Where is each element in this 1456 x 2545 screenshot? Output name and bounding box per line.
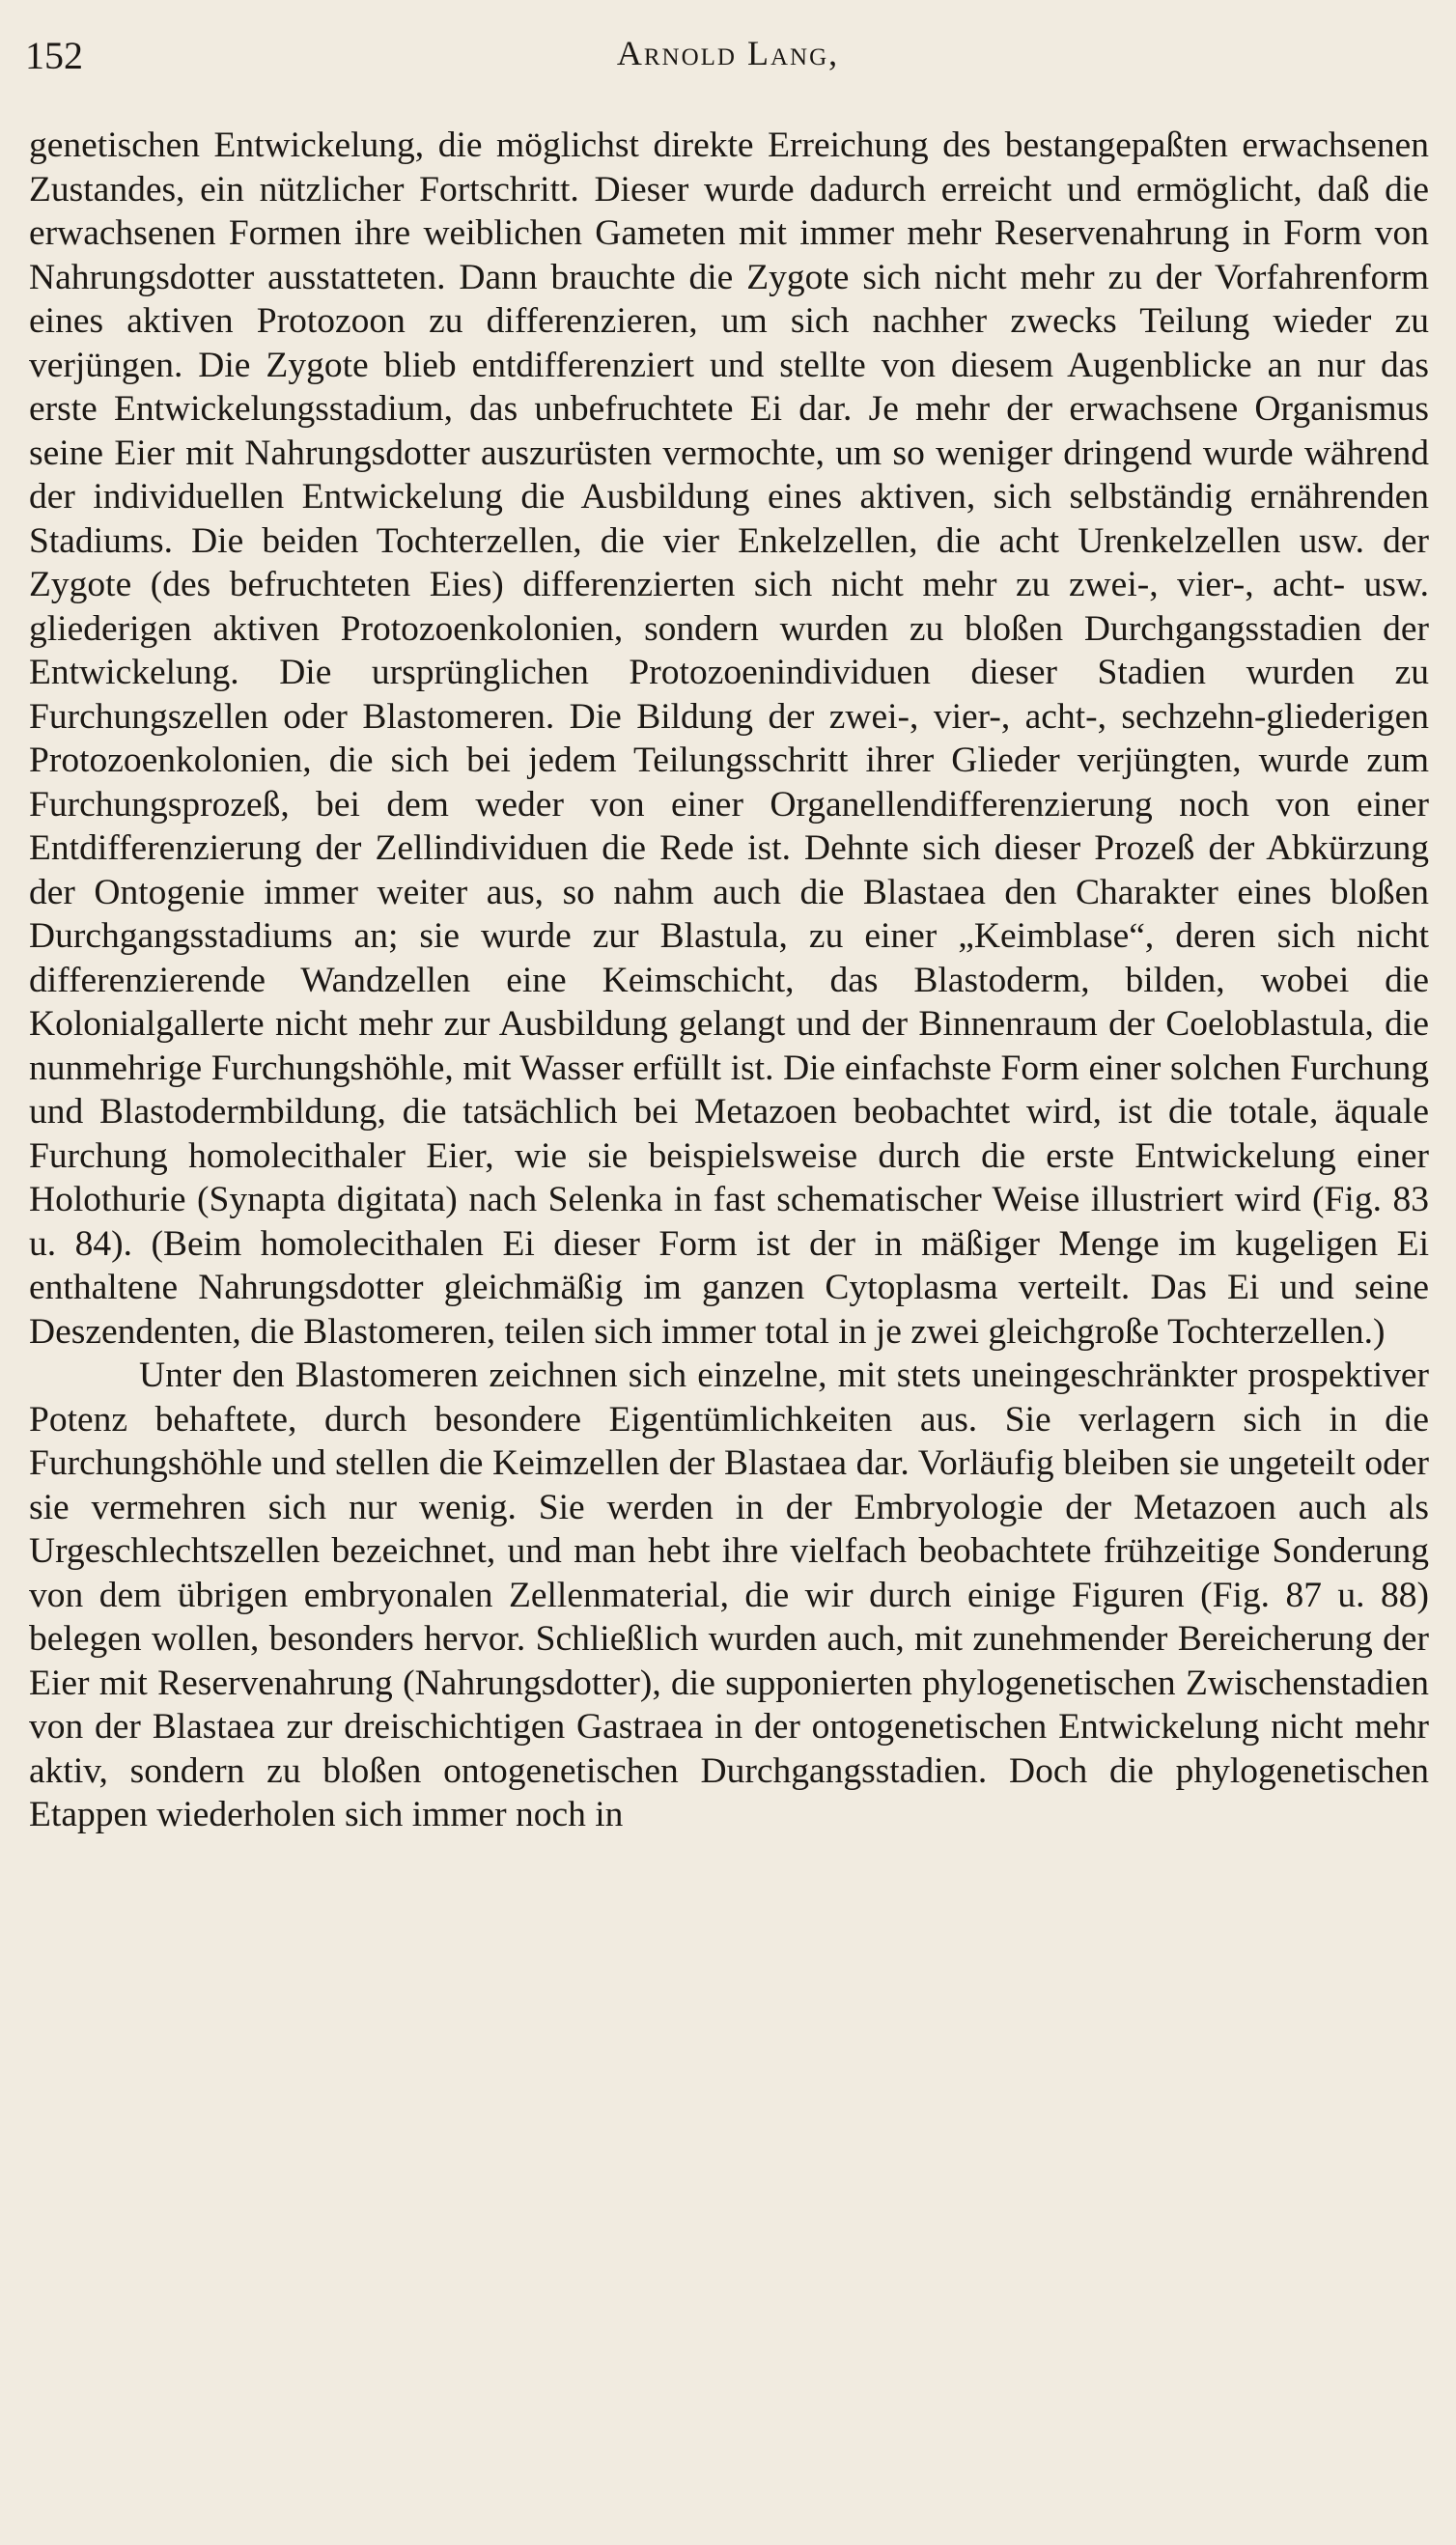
paragraph: genetischen Entwickelung, die möglichst direkte Erreichung des bestangepaßten erwachsenen Zustandes, ein nützlicher Fortschritt. Dieser wurde dadurch erreicht und ermöglicht, daß die erwachsenen Formen ihre weiblichen Gameten mit immer mehr Reservenahrung in Form von Nahrungsdotter ausstatteten. Dann brauchte die Zygote sich nicht mehr zu der Vorfahrenform eines aktiven Protozoon zu differenzieren, um sich nachher zwecks Teilung wieder zu verjüngen. Die Zygote blieb entdifferenziert und stellte von diesem Augenblicke an nur das erste Entwickelungsstadium, das unbefruchtete Ei dar. Je mehr der erwachsene Organismus seine Eier mit Nahrungsdotter auszurüsten vermochte, um so weniger dringend wurde während der individuellen Entwickelung die Ausbildung eines aktiven, sich selbständig ernährenden Stadiums. Die beiden Tochterzellen, die vier Enkelzellen, die acht Urenkelzellen usw. der Zygote (des befruchteten Eies) differenzierten sich nicht mehr zu zwei-, vier-, acht- usw. gliederigen aktiven Protozoenkolonien, sondern wurden zu bloßen Durchgangsstadien der Entwickelung. Die ursprünglichen Protozoenindividuen dieser Stadien wurden zu Furchungszellen oder Blastomeren. Die Bildung der zwei-, vier-, acht-, sechzehn-gliederigen Protozoenkolonien, die sich bei jedem Teilungsschritt ihrer Glieder verjüngten, wurde zum Furchungsprozeß, bei dem weder von einer Organellendifferenzierung noch von einer Entdifferenzierung der Zellindividuen die Rede ist. Dehnte sich dieser Prozeß der Abkürzung der Ontogenie immer weiter aus, so nahm auch die Blastaea den Charakter eines bloßen Durchgangsstadiums an; sie wurde zur Blastula, zu einer „Keimblase“, deren sich nicht differenzierende Wandzellen eine Keimschicht, das Blastoderm, bilden, wobei die Kolonialgallerte nicht mehr zur Ausbildung gelangt und der Binnenraum der Coeloblastula, die nunmehrige Furchungshöhle, mit Wasser erfüllt ist. Die einfachste Form einer solchen Furchung und Blastodermbildung, die tatsächlich bei Metazoen beobachtet wird, ist die totale, äquale Furchung homolecithaler Eier, wie sie beispielsweise durch die erste Entwickelung einer Holothurie (Synapta digitata) nach Selenka in fast schematischer Weise illustriert wird (Fig. 83 u. 84). (Beim homolecithalen Ei dieser Form ist der in mäßiger Menge im kugeligen Ei enthaltene Nahrungsdotter gleichmäßig im ganzen Cytoplasma verteilt. Das Ei und seine Deszendenten, die Blastomeren, teilen sich immer total in je zwei gleichgroße Tochterzellen.) [29,126,1429,1352]
page-header [25,27,1431,95]
paragraph: Unter den Blastomeren zeichnen sich einzelne, mit stets uneingeschränkter prospektiver Potenz behaftete, durch besondere Eigentümlichkeiten aus. Sie verlagern sich in die Furchungshöhle und stellen die Keimzellen der Blastaea dar. Vorläufig bleiben sie ungeteilt oder sie vermehren sich nur wenig. Sie werden in der Embryologie der Metazoen auch als Urgeschlechtszellen bezeichnet, und man hebt ihre vielfach beobachtete frühzeitige Sonderung von dem übrigen embryonalen Zellenmaterial, die wir durch einige Figuren (Fig. 87 u. 88) belegen wollen, besonders hervor. Schließlich wurden auch, mit zunehmender Bereicherung der Eier mit Reservenahrung (Nahrungsdotter), die supponierten phylogenetischen Zwischenstadien von der Blastaea zur dreischichtigen Gastraea in der ontogenetischen Entwickelung nicht mehr aktiv, sondern zu bloßen ontogenetischen Durchgangsstadien. Doch die phylogenetischen Etappen wiederholen sich immer noch in [29,1356,1429,1834]
page-number: 152 [25,34,83,77]
body-text [29,124,1429,1837]
running-head: Arnold Lang, [616,34,840,72]
